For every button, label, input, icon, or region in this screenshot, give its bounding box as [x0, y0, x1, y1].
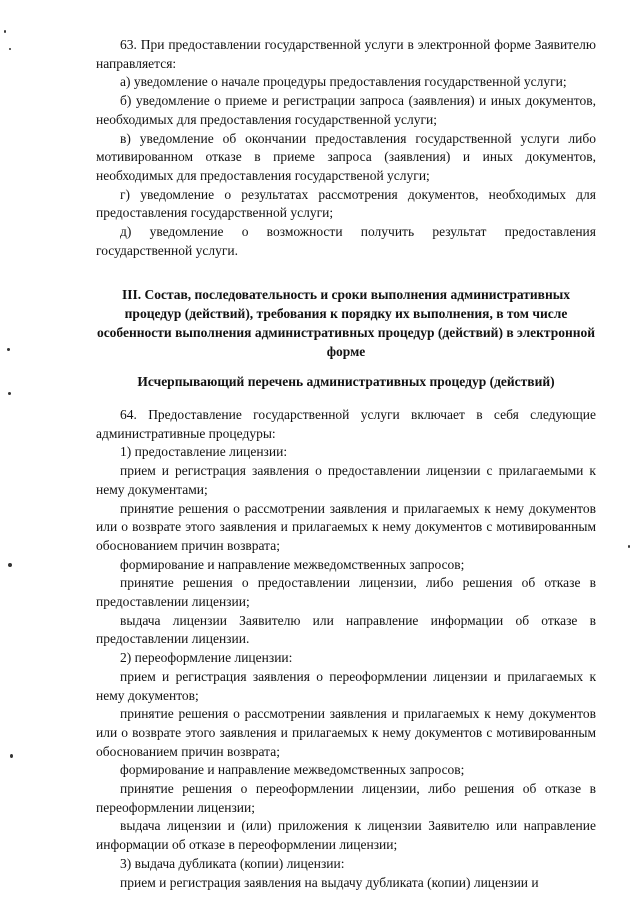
- list-item: 3) выдача дубликата (копии) лицензии:: [120, 855, 345, 871]
- list-item: формирование и направление межведомственных запросов;: [120, 556, 465, 572]
- list-item-v: в) уведомление об окончании предоставления государственной услуги либо мотивированном отказе в приеме запроса (заявления) и иных документов, необходимых для предоставления государственой услуги;: [96, 130, 596, 183]
- list-item: принятие решения о рассмотрении заявления и прилагаемых к нему документов или о возврате этого заявления и прилагаемых к нему документов с мотивированным обоснованием причин возврата;: [96, 500, 596, 553]
- list-item: принятие решения о рассмотрении заявления и прилагаемых к нему документов или о возврате этого заявления и прилагаемых к нему документов с мотивированным обоснованием причин возврата;: [96, 706, 596, 759]
- scan-speck: [8, 563, 12, 567]
- scan-speck: [8, 392, 11, 395]
- top-paragraphs: [96, 36, 596, 260]
- scan-speck: [628, 545, 630, 548]
- list-item: прием и регистрация заявления о предоставлении лицензии с прилагаемыми к нему документами;: [96, 463, 596, 497]
- list-item: выдача лицензии Заявителю или направление информации об отказе в предоставлении лицензии.: [96, 612, 596, 647]
- scan-speck: [7, 348, 10, 351]
- list-item-b: б) уведомление о приеме и регистрации запроса (заявления) и иных документов, необходимых для предоставления государственной услуги;: [96, 93, 596, 127]
- list-item-a: а) уведомление о начале процедуры предоставления государственной услуги;: [120, 74, 567, 90]
- list-item: формирование и направление межведомственных запросов;: [120, 762, 465, 778]
- paragraph-64: 64. Предоставление государственной услуги включает в себя следующие административные процедуры:: [96, 407, 596, 441]
- subheading: Исчерпывающий перечень административных процедур (действий): [137, 374, 555, 389]
- paragraph-63: 63. При предоставлении государственной услуги в электронной форме Заявителю направляется:: [96, 37, 596, 71]
- list-item: 2) переоформление лицензии:: [120, 650, 293, 666]
- list-item: прием и регистрация заявления о переоформлении лицензии и прилагаемых к нему документов;: [96, 668, 596, 703]
- procedures-list: [96, 406, 596, 892]
- section-heading: III. Состав, последовательность и сроки выполнения административных процедур (действий), требования к порядку их выполнения, в том числе особенности выполнения административных процедур (действий) в электронной форме: [96, 287, 596, 359]
- list-item: принятие решения о переоформлении лицензии, либо решения об отказе в переоформлении лицензии;: [96, 781, 596, 815]
- list-item: прием и регистрация заявления на выдачу дубликата (копии) лицензии и: [120, 874, 539, 890]
- list-item: принятие решения о предоставлении лицензии, либо решения об отказе в предоставлении лицензии;: [96, 575, 596, 610]
- list-item-g: г) уведомление о результатах рассмотрения документов, необходимых для предоставления государственной услуги;: [96, 186, 596, 221]
- list-item: выдача лицензии и (или) приложения к лицензии Заявителю или направление информации об отказе в переоформлении лицензии;: [96, 818, 596, 853]
- list-item-d: д) уведомление о возможности получить результат предоставления государственной услуги.: [96, 224, 596, 258]
- list-item: 1) предоставление лицензии:: [120, 444, 288, 460]
- scan-speck: [9, 48, 11, 50]
- scan-speck: [4, 30, 6, 33]
- scan-speck: [10, 754, 13, 758]
